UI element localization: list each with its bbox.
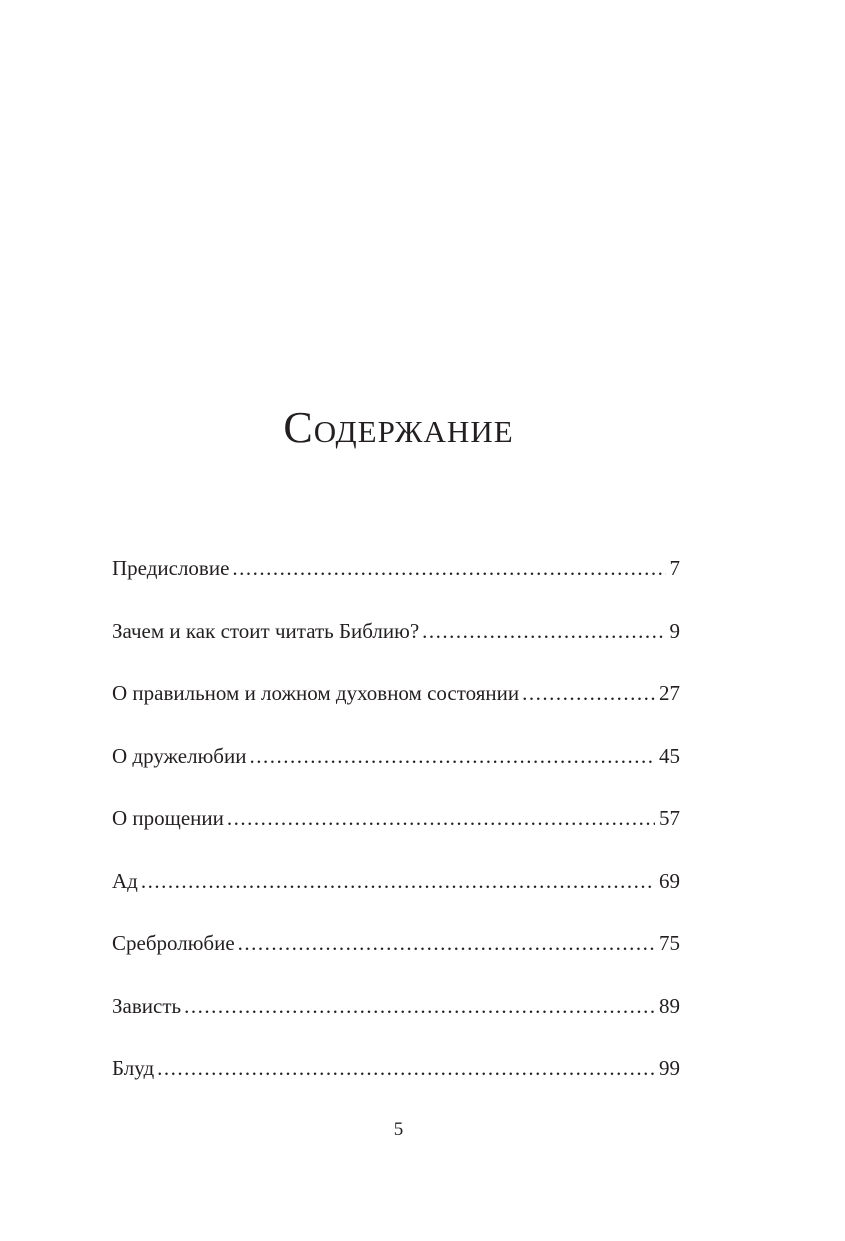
toc-entry-page: 89 [655, 986, 680, 1026]
toc-entry-label: Предисловие [112, 548, 232, 588]
toc-entry-label: О дружелюбии [112, 736, 249, 776]
toc-entry-hell [112, 861, 680, 924]
toc-entry-page: 45 [655, 736, 680, 776]
toc-leader-dots [249, 736, 655, 776]
toc-entry-label: Ад [112, 861, 141, 901]
toc-leader-dots [157, 1048, 655, 1088]
page-number: 5 [393, 1119, 404, 1140]
toc-entry-envy [112, 986, 680, 1049]
toc-entry-label: Зачем и как стоит читать Библию? [112, 611, 422, 651]
toc-entry-friendliness [112, 736, 680, 799]
toc-entry-label: О правильном и ложном духовном состоянии [112, 673, 522, 713]
toc-leader-dots [238, 923, 655, 963]
page-title: Содержание [283, 403, 514, 452]
toc-entry-avarice [112, 923, 680, 986]
toc-leader-dots [141, 861, 655, 901]
toc-leader-dots [227, 798, 655, 838]
toc-entry-page: 99 [655, 1048, 680, 1088]
toc-leader-dots [522, 673, 655, 713]
toc-entry-label: Зависть [112, 986, 184, 1026]
toc-entry-label: Блуд [112, 1048, 157, 1088]
toc-entry-page: 69 [655, 861, 680, 901]
toc-leader-dots [232, 548, 665, 588]
toc-leader-dots [184, 986, 655, 1026]
toc-entry-page: 75 [655, 923, 680, 963]
toc-entry-preface [112, 548, 680, 611]
toc-entry-page: 7 [666, 548, 681, 588]
toc-entry-spiritual-state [112, 673, 680, 736]
toc-entry-label: О прощении [112, 798, 227, 838]
toc-entry-reading-bible [112, 611, 680, 674]
toc-entry-page: 57 [655, 798, 680, 838]
toc-entry-fornication [112, 1048, 680, 1111]
toc-leader-dots [422, 611, 665, 651]
toc-entry-label: Сребролюбие [112, 923, 238, 963]
toc-entry-page: 27 [655, 673, 680, 713]
toc-entry-forgiveness [112, 798, 680, 861]
toc-entry-page: 9 [666, 611, 681, 651]
table-of-contents [112, 548, 680, 1111]
